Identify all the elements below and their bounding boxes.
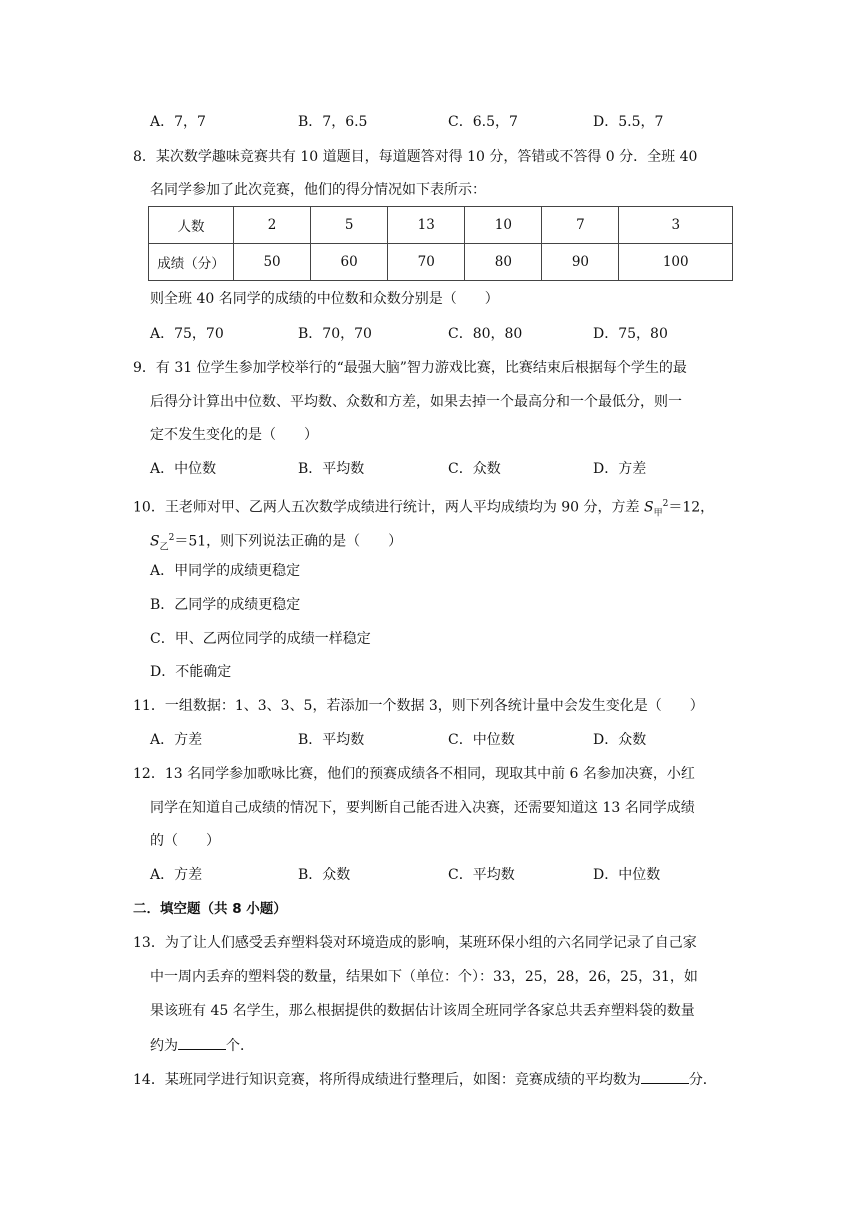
q13-stem-line3: 果该班有 45 名学生，那么根据提供的数据估计该周全班同学各家总共丢弃塑料袋的数量 bbox=[150, 1003, 695, 1019]
subscript-yi: 乙 bbox=[159, 542, 169, 553]
q12-option-c: C．平均数 bbox=[448, 867, 515, 883]
q10-option-d: D．不能确定 bbox=[150, 664, 232, 680]
variance-symbol: S bbox=[643, 499, 654, 516]
q10-stem-tail: ＝51，则下列说法正确的是（ ） bbox=[174, 533, 403, 550]
q11-option-b: B．平均数 bbox=[298, 732, 365, 748]
q8-options bbox=[150, 324, 710, 344]
q12-stem-line2: 同学在知道自己成绩的情况下，要判断自己能否进入决赛，还需要知道这 13 名同学成绩 bbox=[150, 800, 695, 816]
q8-stem-line1: 8．某次数学趣味竞赛共有 10 道题目，每道题答对得 10 分，答错或不答得 0 分．全班 40 bbox=[133, 149, 698, 165]
table-cell: 80 bbox=[465, 244, 542, 281]
q9-option-d: D．方差 bbox=[593, 461, 647, 477]
q11-option-d: D．众数 bbox=[593, 732, 647, 748]
subscript-jia: 甲 bbox=[653, 508, 663, 519]
q8-option-c: C．80，80 bbox=[448, 326, 523, 342]
q7-option-d: D．5.5，7 bbox=[593, 114, 664, 130]
q9-stem-line1: 9．有 31 位学生参加学校举行的“最强大脑”智力游戏比赛，比赛结束后根据每个学生的最 bbox=[133, 360, 687, 376]
answer-blank[interactable] bbox=[178, 1035, 226, 1050]
table-header-cell: 成绩（分） bbox=[149, 244, 234, 281]
q14-line-prefix: 14．某班同学进行知识竞赛，将所得成绩进行整理后，如图：竞赛成绩的平均数为 bbox=[133, 1072, 641, 1088]
table-cell: 90 bbox=[542, 244, 619, 281]
table-cell: 13 bbox=[388, 207, 465, 244]
q12-stem-line1: 12．13 名同学参加歌咏比赛，他们的预赛成绩各不相同，现取其中前 6 名参加决赛，小红 bbox=[133, 766, 695, 782]
q10-option-c: C．甲、乙两位同学的成绩一样稳定 bbox=[150, 631, 371, 647]
table-cell: 10 bbox=[465, 207, 542, 244]
q8-stem-line2: 名同学参加了此次竞赛，他们的得分情况如下表所示： bbox=[150, 182, 486, 198]
q9-option-b: B．平均数 bbox=[298, 461, 365, 477]
q10-stem-text: 10．王老师对甲、乙两人五次数学成绩进行统计，两人平均成绩均为 90 分，方差 bbox=[133, 499, 644, 516]
q7-option-a: A．7，7 bbox=[150, 114, 206, 130]
q10-stem-line2 bbox=[150, 528, 402, 557]
table-cell: 50 bbox=[234, 244, 311, 281]
q9-stem-line2: 后得分计算出中位数、平均数、众数和方差，如果去掉一个最高分和一个最低分，则一 bbox=[150, 394, 682, 410]
q11-options bbox=[150, 730, 710, 750]
q11-option-a: A．方差 bbox=[150, 732, 203, 748]
q12-option-a: A．方差 bbox=[150, 867, 203, 883]
q13-line4-suffix: 个． bbox=[226, 1038, 254, 1054]
table-cell: 70 bbox=[388, 244, 465, 281]
table-cell: 2 bbox=[234, 207, 311, 244]
q9-stem-line3: 定不发生变化的是（ ） bbox=[150, 427, 318, 443]
q13-line4-prefix: 约为 bbox=[150, 1038, 178, 1054]
q7-option-c: C．6.5，7 bbox=[448, 114, 518, 130]
q10-option-b: B．乙同学的成绩更稳定 bbox=[150, 597, 301, 613]
table-cell: 3 bbox=[619, 207, 733, 244]
q12-options bbox=[150, 865, 710, 885]
q8-option-a: A．75，70 bbox=[150, 326, 224, 342]
q14-stem-line1 bbox=[133, 1069, 717, 1090]
q8-option-d: D．75，80 bbox=[593, 326, 668, 342]
section-heading: 二．填空题（共 8 小题） bbox=[133, 901, 287, 917]
q7-option-b: B．7，6.5 bbox=[298, 114, 368, 130]
table-header-cell: 人数 bbox=[149, 207, 234, 244]
q14-line-suffix: 分． bbox=[688, 1072, 717, 1088]
table-cell: 5 bbox=[311, 207, 388, 244]
q13-stem-line4 bbox=[150, 1035, 254, 1056]
table-cell: 7 bbox=[542, 207, 619, 244]
q8-question: 则全班 40 名同学的成绩的中位数和众数分别是（ ） bbox=[150, 291, 499, 307]
superscript-2: 2 bbox=[662, 499, 669, 509]
superscript-2: 2 bbox=[168, 533, 175, 543]
answer-blank[interactable] bbox=[641, 1069, 689, 1084]
q13-stem-line1: 13．为了让人们感受丢弃塑料袋对环境造成的影响，某班环保小组的六名同学记录了自己家 bbox=[133, 935, 697, 951]
q7-options bbox=[150, 112, 710, 132]
q11-option-c: C．中位数 bbox=[448, 732, 515, 748]
table-cell: 100 bbox=[619, 244, 733, 281]
q12-option-d: D．中位数 bbox=[593, 867, 661, 883]
q11-stem-line1: 11．一组数据：1、3、3、5，若添加一个数据 3，则下列各统计量中会发生变化是（ ） bbox=[133, 698, 704, 714]
q8-option-b: B．70，70 bbox=[298, 326, 372, 342]
q13-stem-line2: 中一周内丢弃的塑料袋的数量，结果如下（单位：个）：33，25，28，26，25，31，如 bbox=[150, 969, 698, 985]
q9-options bbox=[150, 459, 710, 479]
q9-option-c: C．众数 bbox=[448, 461, 501, 477]
variance-symbol: S bbox=[150, 533, 160, 550]
table-row bbox=[149, 244, 733, 281]
q12-option-b: B．众数 bbox=[298, 867, 351, 883]
q10-stem-line1 bbox=[133, 494, 714, 523]
table-cell: 60 bbox=[311, 244, 388, 281]
q12-stem-line3: 的（ ） bbox=[150, 833, 220, 849]
q8-score-table bbox=[148, 206, 733, 281]
variance-value-jia: ＝12， bbox=[668, 499, 715, 516]
q10-option-a: A．甲同学的成绩更稳定 bbox=[150, 563, 301, 579]
q9-option-a: A．中位数 bbox=[150, 461, 217, 477]
table-row bbox=[149, 207, 733, 244]
